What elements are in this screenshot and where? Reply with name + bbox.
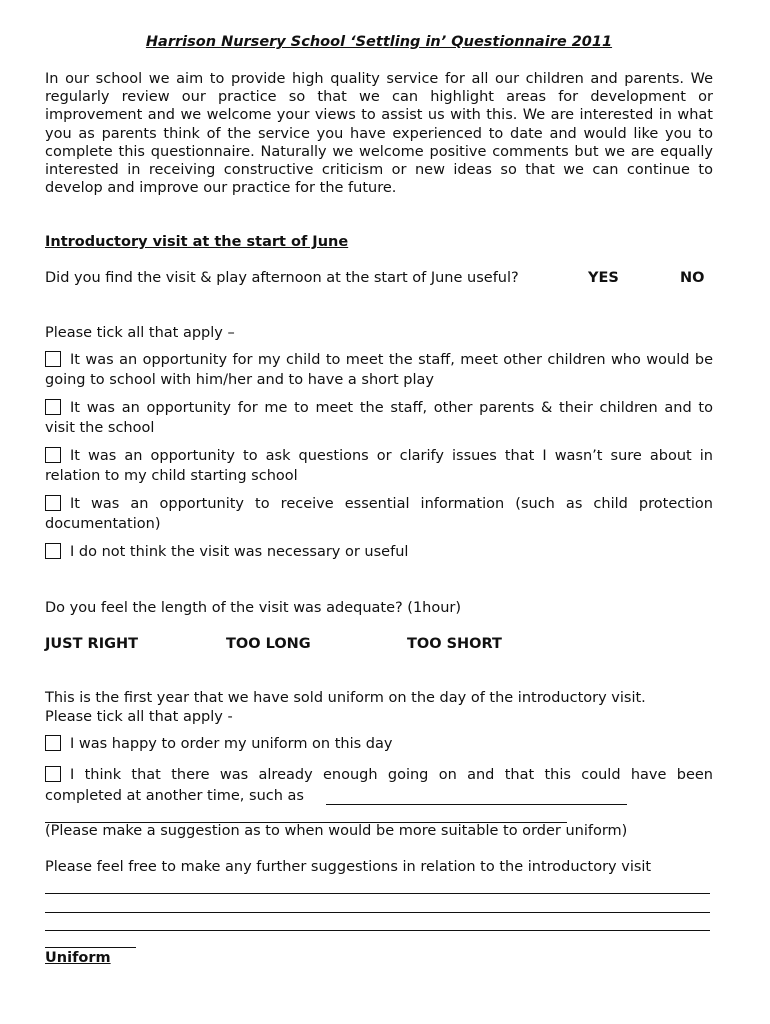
option-label: I think that there was already enough going on and that this could have been completed at another time, such as — [45, 767, 713, 804]
checkbox[interactable] — [45, 735, 61, 751]
option-label: I do not think the visit was necessary or useful — [70, 544, 409, 560]
no-option[interactable]: NO — [680, 270, 705, 286]
option-label: It was an opportunity for my child to meet the staff, meet other children who would be going to school with him/her and to have a short play — [45, 352, 713, 388]
option-label: It was an opportunity to receive essential information (such as child protection documentation) — [45, 496, 713, 532]
option-label: It was an opportunity to ask questions or clarify issues that I wasn’t sure about in relation to my child starting school — [45, 448, 713, 484]
visit-option-child-meet-staff — [45, 350, 713, 390]
uniform-option-happy — [45, 734, 713, 754]
answer-line[interactable] — [45, 947, 136, 948]
checkbox[interactable] — [45, 447, 61, 463]
uniform-tick-prompt: Please tick all that apply - — [45, 709, 233, 725]
uniform-option-another-time — [45, 765, 713, 807]
visit-option-not-useful — [45, 542, 713, 562]
visit-option-ask-questions — [45, 446, 713, 486]
checkbox[interactable] — [45, 766, 61, 782]
option-label: I was happy to order my uniform on this day — [70, 736, 393, 752]
visit-length-question: Do you feel the length of the visit was adequate? (1hour) — [45, 600, 462, 616]
visit-option-receive-information — [45, 494, 713, 534]
further-suggestions-prompt: Please feel free to make any further suggestions in relation to the introductory visit — [45, 859, 652, 875]
uniform-note: (Please make a suggestion as to when would be more suitable to order uniform) — [45, 823, 628, 839]
answer-too-short[interactable]: TOO SHORT — [407, 636, 502, 652]
intro-paragraph: In our school we aim to provide high quality service for all our children and parents. We regularly review our practice so that we can highlight areas for development or improvement and we welcome your views to assist us with this. We are interested in what you as parents think of the service you have experienced to date and would like you to complete this questionnaire. Naturally we welcome positive comments but we are equally interested in receiving constructive criticism or new ideas so that we can continue to develop and improve our practice for the future. — [45, 71, 713, 197]
checkbox[interactable] — [45, 543, 61, 559]
answer-line[interactable] — [45, 893, 710, 894]
section-heading-introductory-visit: Introductory visit at the start of June — [45, 234, 349, 250]
answer-too-long[interactable]: TOO LONG — [226, 636, 311, 652]
checkbox[interactable] — [45, 351, 61, 367]
option-label: It was an opportunity for me to meet the staff, other parents & their children and to visit the school — [45, 400, 713, 436]
visit-useful-question: Did you find the visit & play afternoon at the start of June useful? — [45, 270, 519, 286]
section-heading-uniform: Uniform — [45, 950, 111, 966]
checkbox[interactable] — [45, 399, 61, 415]
checkbox[interactable] — [45, 495, 61, 511]
suggestion-fill-line[interactable] — [326, 804, 627, 805]
document-title: Harrison Nursery School ‘Settling in’ Questionnaire 2011 — [145, 34, 613, 50]
answer-line[interactable] — [45, 912, 710, 913]
yes-option[interactable]: YES — [588, 270, 619, 286]
answer-line[interactable] — [45, 930, 710, 931]
visit-option-parent-meet-staff — [45, 398, 713, 438]
uniform-intro-text: This is the first year that we have sold uniform on the day of the introductory visit. — [45, 690, 646, 706]
tick-prompt: Please tick all that apply – — [45, 325, 235, 341]
answer-just-right[interactable]: JUST RIGHT — [45, 636, 139, 652]
